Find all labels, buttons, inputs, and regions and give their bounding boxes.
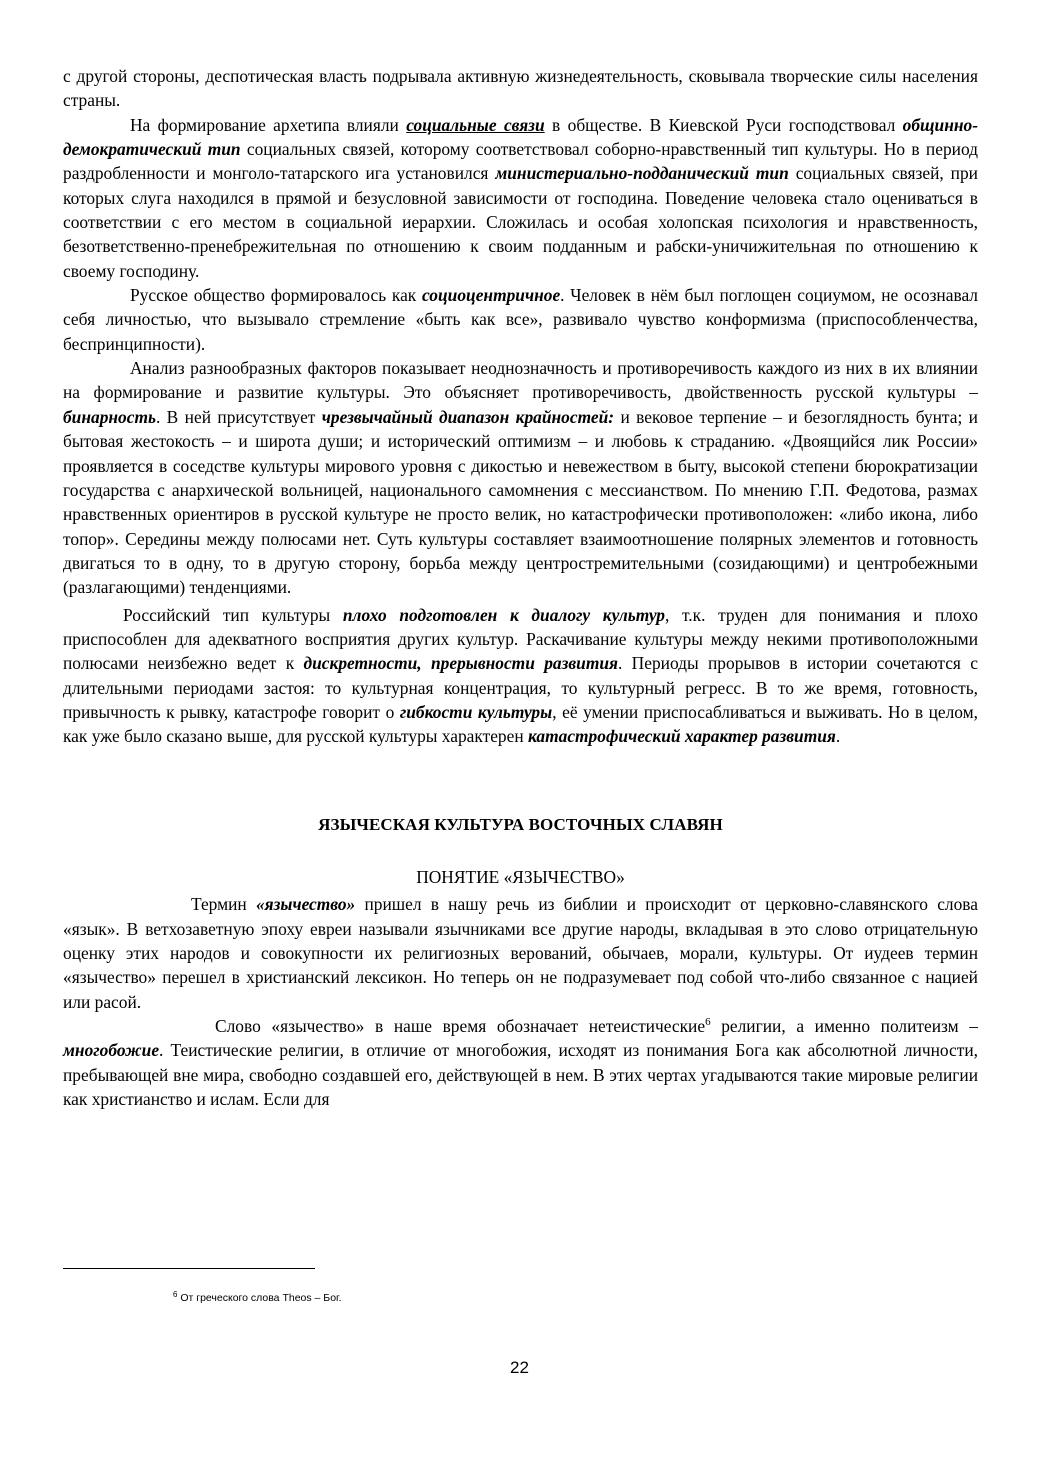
text-run: . Периоды прорывов в истории сочетаются с длительными периодами застоя: то культурная концентрация, то культурный регресс. В то же время, готовность, привычность к рывку, катастрофе говорит о bbox=[63, 653, 978, 722]
footnote-marker: 6 bbox=[173, 1290, 178, 1299]
main-text bbox=[63, 64, 978, 1111]
text-run: Российский тип культуры bbox=[123, 604, 343, 625]
text-run: Термин bbox=[191, 894, 256, 915]
text-run: с другой стороны, деспотическая власть подрывала активную жизнедеятельность, сковывала творческие силы населения страны. bbox=[63, 66, 978, 111]
text-run: . Человек в нём был поглощен социумом, не осознавал себя личностью, что вызывало стремление «быть как все», развивало чувство конформизма (приспособленчества, беспринципности). bbox=[63, 285, 978, 354]
paragraph bbox=[63, 64, 978, 113]
paragraph bbox=[63, 283, 978, 356]
section-heading: ЯЗЫЧЕСКАЯ КУЛЬТУРА ВОСТОЧНЫХ СЛАВЯН bbox=[318, 814, 723, 834]
text-run: . Теистические религии, в отличие от многобожия, исходят из понимания Бога как абсолютной личности, пребывающей вне мира, свободно создавшей его, действующей в нем. В этих чертах угадываются такие мировые религии как христианство и ислам. Если для bbox=[63, 1040, 978, 1110]
emphasis-term: бинарность bbox=[63, 406, 156, 427]
paragraph bbox=[63, 113, 978, 283]
text-run: Слово «язычество» в наше время обозначает нетеистические bbox=[215, 1016, 706, 1037]
emphasis-term: гибкости культуры bbox=[399, 701, 553, 722]
text-run: пришел в нашу речь из библии и происходит от церковно-славянского слова «язык». В ветхозаветную эпоху евреи называли язычниками все другие народы, вкладывая в это слово отрицательную оценку этих народов и совокупности их религиозных верований, обычаев, морали, культуры. От иудеев термин «язычество» перешел в христианский лексикон. Но теперь он не подразумевает под собой что-либо связанное с нацией или расой. bbox=[63, 894, 978, 1012]
text-run: социальных связей, при которых слуга находился в прямой и безусловной зависимости от господина. Поведение человека стало оцениваться в соответствии с его местом в социальной иерархии. Сложилась и особая холопская психология и нравственность, безответственно-пренебрежительная по отношению к своим подданным и рабски-уничижительная по отношению к своему господину. bbox=[63, 163, 978, 281]
emphasis-term: плохо подготовлен к диалогу культур bbox=[342, 604, 666, 625]
paragraph bbox=[63, 603, 978, 749]
text-run: На формирование архетипа влияли bbox=[130, 114, 407, 135]
footnote bbox=[173, 1292, 342, 1304]
emphasis-term: дискретности, прерывности развития bbox=[303, 653, 618, 674]
emphasis-term: социоцентричное bbox=[422, 285, 561, 306]
body-text-bottom bbox=[63, 892, 978, 1111]
text-run: , т.к. труден для понимания и плохо приспособлен для адекватного восприятия других культур. Раскачивание культуры между некими противоположными полюсами неизбежно ведет к bbox=[63, 604, 978, 674]
emphasis-term: министериально-подданический тип bbox=[495, 163, 789, 184]
text-run: в обществе. В Киевской Руси господствовал bbox=[544, 114, 903, 135]
footnote-text: От греческого слова Theos – Бог. bbox=[177, 1292, 342, 1304]
text-run: . bbox=[835, 726, 841, 747]
text-run: Анализ разнообразных факторов показывает неоднозначность и противоречивость каждого из них в их влиянии на формирование и развитие культуры. Это объясняет противоречивость, двойственность русской культуры – bbox=[63, 358, 978, 403]
text-run: . В ней присутствует bbox=[155, 406, 322, 427]
page-number: 22 bbox=[510, 1358, 529, 1377]
emphasis-term: социальные связи bbox=[406, 114, 545, 135]
text-run: религии, а именно политеизм – bbox=[710, 1016, 978, 1037]
emphasis-term: многобожие bbox=[63, 1040, 160, 1061]
emphasis-term: общинно-демократический тип bbox=[63, 114, 979, 160]
emphasis-term: катастрофический характер развития bbox=[528, 726, 836, 747]
text-run: Русское общество формировалось как bbox=[130, 285, 422, 306]
body-text-top bbox=[63, 64, 978, 749]
emphasis-term: чрезвычайный диапазон крайностей: bbox=[321, 406, 615, 427]
text-run: социальных связей, которому соответствовал соборно-нравственный тип культуры. Но в период раздробленности и монголо-татарского ига установился bbox=[63, 139, 978, 184]
text-run: , её умении приспосабливаться и выживать. Но в целом, как уже было сказано выше, для русской культуры характерен bbox=[63, 701, 979, 747]
text-run: и вековое терпение – и безоглядность бунта; и бытовая жестокость – и широта души; и исторический оптимизм – и любовь к страданию. «Двоящийся лик России» проявляется в соседстве культуры мирового уровня с дикостью и невежеством в быту, высокой степени бюрократизации государства с анархической вольницей, национального самомнения с мессианством. По мнению Г.П. Федотова, размах нравственных ориентиров в русской культуре не просто велик, но катастрофически противоположен: «либо икона, либо топор». Середины между полюсами нет. Суть культуры составляет взаимоотношение полярных элементов и готовность двигаться то в одну, то в другую сторону, борьба между центростремительными (созидающими) и центробежными (разлагающими) тенденциями. bbox=[63, 406, 978, 598]
paragraph bbox=[63, 356, 978, 599]
footnote-reference: 6 bbox=[705, 1016, 711, 1029]
paragraph bbox=[63, 892, 978, 1014]
paragraph bbox=[63, 1014, 978, 1111]
subsection-heading: ПОНЯТИЕ «ЯЗЫЧЕСТВО» bbox=[416, 866, 625, 887]
footnote-separator bbox=[63, 1268, 315, 1269]
emphasis-term: «язычество» bbox=[255, 894, 356, 915]
